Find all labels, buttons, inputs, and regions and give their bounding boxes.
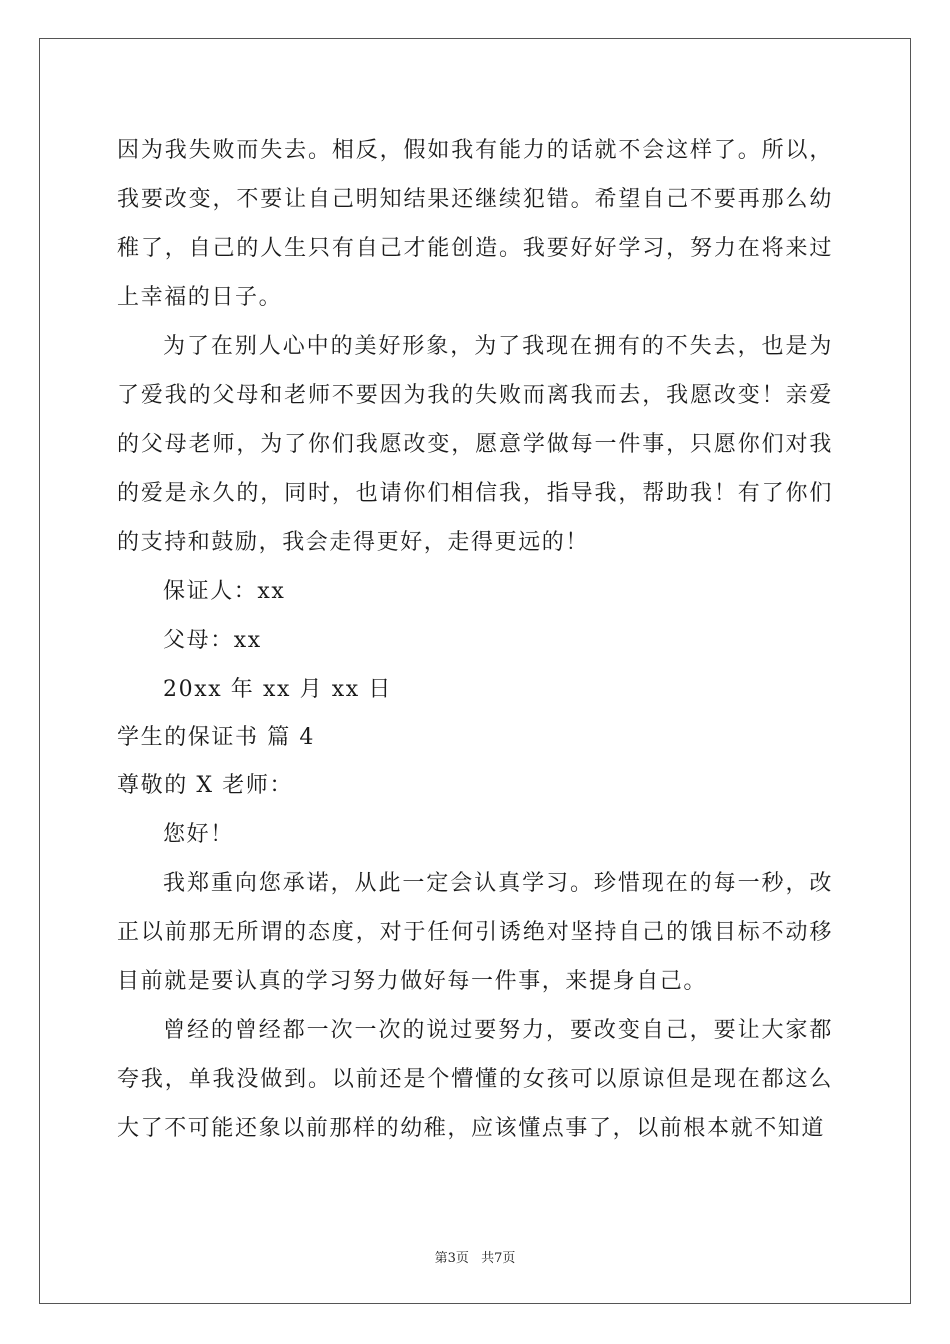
date-line: 20xx 年 xx 月 xx 日 <box>163 677 393 702</box>
paragraph-promise: 我郑重向您承诺，从此一定会认真学习。珍惜现在的每一秒，改正以前那无所谓的态度，对于任何引诱绝对坚持自己的饿目标不动移目前就是要认真的学习努力做好每一件事，来提身自己。 <box>117 871 833 994</box>
paragraph-change-vow: 为了在别人心中的美好形象，为了我现在拥有的不失去，也是为了爱我的父母和老师不要因为我的失败而离我而去，我愿改变！亲爱的父母老师，为了你们我愿改变，愿意学做每一件事，只愿你们对我的爱是永久的，同时，也请你们相信我，指导我，帮助我！有了你们的支持和鼓励，我会走得更好，走得更远的！ <box>117 334 833 555</box>
document-body <box>117 126 833 1153</box>
paragraph-continuation: 因为我失败而失去。相反，假如我有能力的话就不会这样了。所以，我要改变，不要让自己明知结果还继续犯错。希望自己不要再那么幼稚了，自己的人生只有自己才能创造。我要好好学习，努力在将来过上幸福的日子。 <box>117 138 833 310</box>
page-footer <box>0 1247 950 1266</box>
section-heading: 学生的保证书 篇 4 <box>117 725 315 750</box>
total-pages: 共7页 <box>481 1251 516 1266</box>
page-number: 第3页 <box>434 1251 469 1266</box>
guarantor-line: 保证人：xx <box>163 579 286 604</box>
paragraph-past-efforts: 曾经的曾经都一次一次的说过要努力，要改变自己，要让大家都夸我，单我没做到。以前还是个懵懂的女孩可以原谅但是现在都这么大了不可能还象以前那样的幼稚，应该懂点事了，以前根本就不知道 <box>117 1018 833 1141</box>
greeting: 您好！ <box>163 822 234 847</box>
salutation: 尊敬的 X 老师： <box>117 773 294 798</box>
parents-line: 父母：xx <box>163 628 262 653</box>
